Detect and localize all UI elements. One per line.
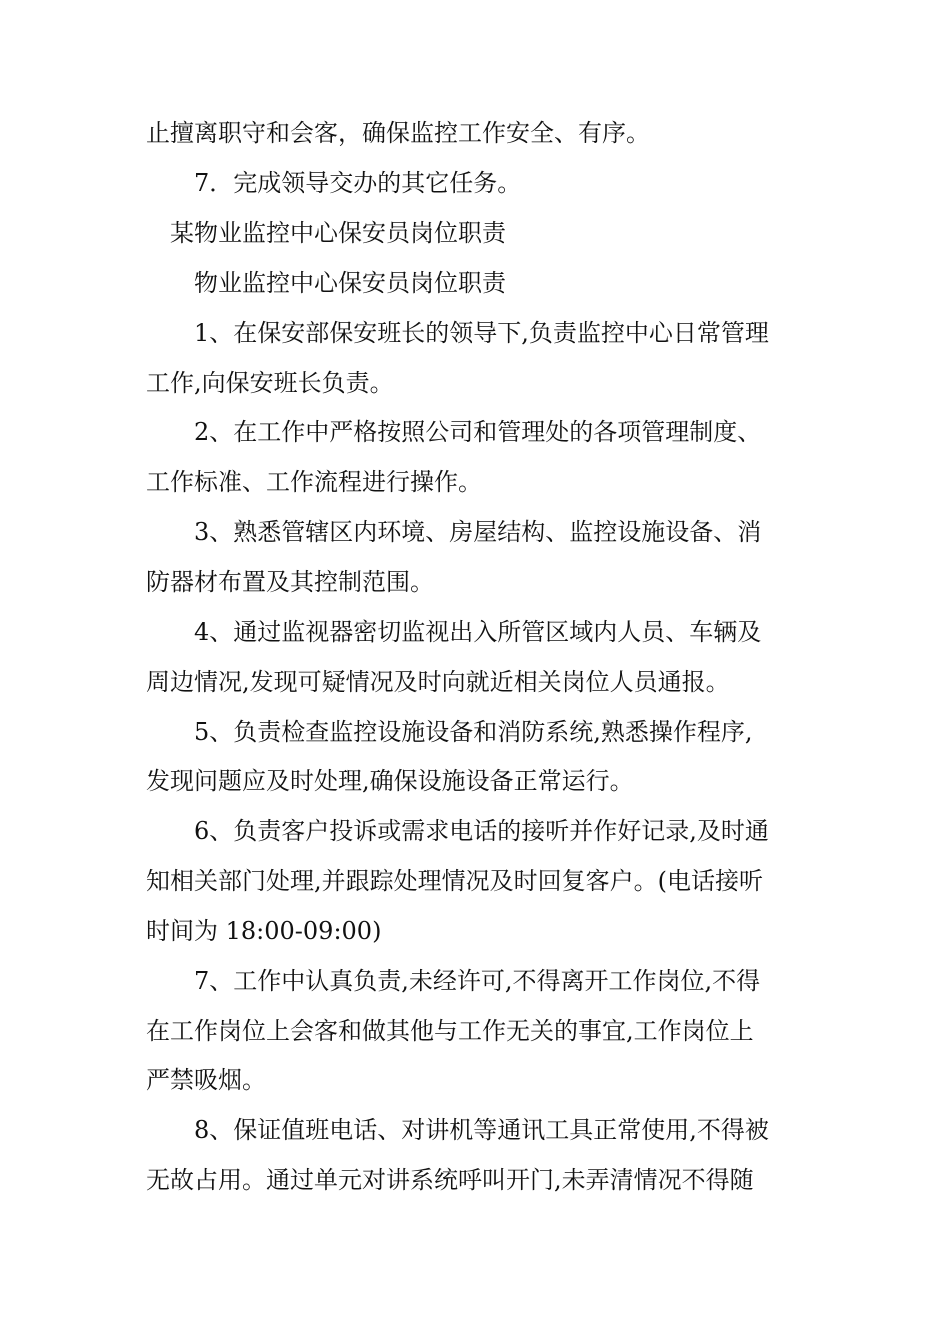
- text-line-item-2: 2、在工作中严格按照公司和管理处的各项管理制度、: [194, 418, 762, 446]
- section-title: 某物业监控中心保安员岗位职责: [170, 219, 506, 247]
- text-line: 工作标准、工作流程进行操作。: [146, 468, 482, 496]
- text-line: 严禁吸烟。: [146, 1066, 266, 1094]
- text-line-item-4: 4、通过监视器密切监视出入所管区域内人员、车辆及: [194, 618, 762, 646]
- text-line-item-7: 7．完成领导交办的其它任务。: [194, 169, 522, 197]
- text-line-continuation: 止擅离职守和会客，确保监控工作安全、有序。: [146, 119, 650, 147]
- text-line: 防器材布置及其控制范围。: [146, 568, 434, 596]
- text-line: 无故占用。通过单元对讲系统呼叫开门,未弄清情况不得随: [146, 1166, 754, 1194]
- text-line-item-8: 8、保证值班电话、对讲机等通讯工具正常使用,不得被: [194, 1116, 769, 1144]
- text-line-item-5: 5、负责检查监控设施设备和消防系统,熟悉操作程序,: [194, 718, 753, 746]
- section-subtitle: 物业监控中心保安员岗位职责: [194, 269, 506, 297]
- text-line: 周边情况,发现可疑情况及时向就近相关岗位人员通报。: [146, 668, 730, 696]
- text-line: 工作,向保安班长负责。: [146, 369, 394, 397]
- text-line-item-3: 3、熟悉管辖区内环境、房屋结构、监控设施设备、消: [194, 518, 762, 546]
- text-line-item-1: 1、在保安部保安班长的领导下,负责监控中心日常管理: [194, 319, 769, 347]
- text-line-item-6: 6、负责客户投诉或需求电话的接听并作好记录,及时通: [194, 817, 769, 845]
- text-line: 知相关部门处理,并跟踪处理情况及时回复客户。(电话接听: [146, 867, 763, 895]
- text-line: 发现问题应及时处理,确保设施设备正常运行。: [146, 767, 634, 795]
- text-line: 在工作岗位上会客和做其他与工作无关的事宜,工作岗位上: [146, 1017, 754, 1045]
- text-line: 时间为 18:00-09:00): [146, 917, 382, 945]
- text-line-item-7b: 7、工作中认真负责,未经许可,不得离开工作岗位,不得: [194, 967, 761, 995]
